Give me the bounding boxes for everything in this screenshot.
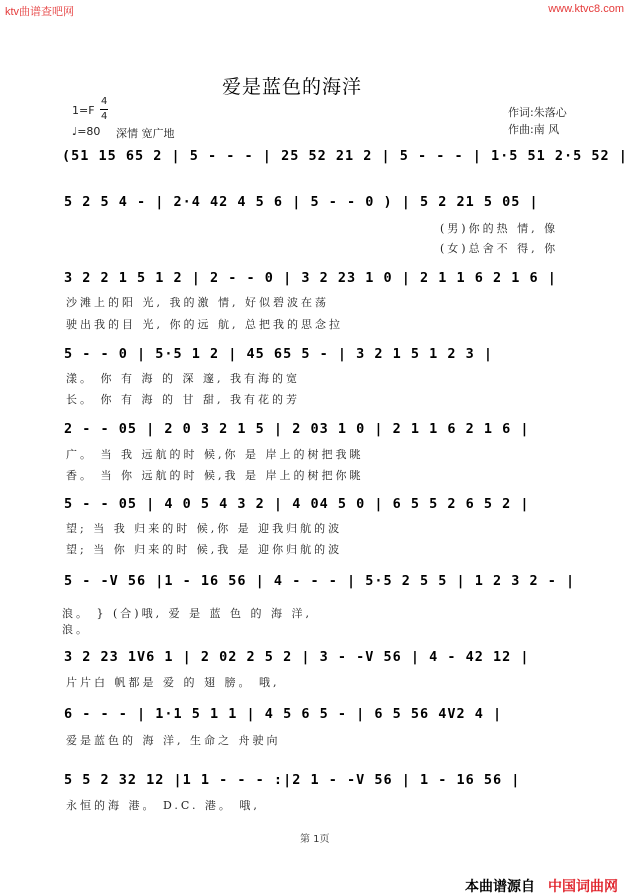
site-name-left[interactable]: ktv曲谱查吧网 <box>5 6 75 18</box>
lyric-line-verse-2: 望; 当 你 归来的时 候,我 是 迎你归航的波 <box>66 543 343 556</box>
notation-line: 5 - - 05 | 4 0 5 4 3 2 | 4 04 5 0 | 6 5 5 2 6 5 2 | <box>64 496 530 512</box>
lyric-line-verse-1: 望; 当 我 归来的时 候,你 是 迎我归航的波 <box>66 522 343 535</box>
notation-line: 5 - -V 56 |1 - 16 56 | 4 - - - | 5·5 2 5 5 | 1 2 3 2 - | <box>64 573 576 589</box>
notation-line: (51 15 65 2 | 5 - - - | 25 52 21 2 | 5 - - - | 1·5 51 2·5 52 | <box>62 148 628 164</box>
lyric-line-female: (女)总舍不 得, 你 <box>440 242 559 255</box>
lyric-line-verse-1: 广。 当 我 远航的时 候,你 是 岸上的树把我眺 <box>66 448 364 461</box>
lyricist: 作词:朱落心 <box>508 106 567 119</box>
page-number: 第 1页 <box>300 834 330 845</box>
lyric-line-verse-1: 浪。 } (合)哦, 爱 是 蓝 色 的 海 洋, <box>62 607 313 620</box>
notation-line: 3 2 2 1 5 1 2 | 2 - - 0 | 3 2 23 1 0 | 2 1 1 6 2 1 6 | <box>64 270 557 286</box>
lyric-line-verse-1: 漾。 你 有 海 的 深 邃, 我有海的宽 <box>66 372 300 385</box>
tempo-mark: ♩=80 <box>72 125 101 138</box>
expression-mark: 深情 宽广地 <box>116 127 175 140</box>
key-signature: 1=F <box>72 104 95 117</box>
time-signature-top: 4 <box>101 96 108 107</box>
lyric-line-verse-1: 沙滩上的阳 光, 我的激 情, 好似碧波在荡 <box>66 296 329 309</box>
notation-line: 5 2 5 4 - | 2·4 42 4 5 6 | 5 - - 0 ) | 5 2 21 5 05 | <box>64 194 539 210</box>
lyric-line: 永恒的海 港。 D.C. 港。 哦, <box>66 799 260 812</box>
notation-line: 2 - - 05 | 2 0 3 2 1 5 | 2 03 1 0 | 2 1 1 6 2 1 6 | <box>64 421 530 437</box>
composer: 作曲:南 风 <box>508 123 560 136</box>
lyric-line-male: (男)你的热 情, 像 <box>440 222 559 235</box>
song-title: 爱是蓝色的海洋 <box>222 76 363 98</box>
notation-line: 5 - - 0 | 5·5 1 2 | 45 65 5 - | 3 2 1 5 1 2 3 | <box>64 346 494 362</box>
time-signature-line <box>100 109 108 110</box>
notation-line: 3 2 23 1V6 1 | 2 02 2 5 2 | 3 - -V 56 | 4 - 42 12 | <box>64 649 530 665</box>
lyric-line-verse-2: 驶出我的目 光, 你的远 航, 总把我的思念拉 <box>66 318 343 331</box>
notation-line: 5 5 2 32 12 |1 1 - - - :|2 1 - -V 56 | 1 - 16 56 | <box>64 772 521 788</box>
site-url-right[interactable]: www.ktvc8.com <box>548 3 624 15</box>
lyric-line-verse-2: 香。 当 你 远航的时 候,我 是 岸上的树把你眺 <box>66 469 364 482</box>
time-signature-bottom: 4 <box>101 111 108 122</box>
source-label: 本曲谱源自 <box>465 879 535 895</box>
lyric-line-verse-2: 浪。 <box>62 623 90 636</box>
lyric-line-verse-2: 长。 你 有 海 的 甘 甜, 我有花的芳 <box>66 393 300 406</box>
lyric-line: 爱是蓝色的 海 洋, 生命之 舟驶向 <box>66 734 281 747</box>
notation-line: 6 - - - | 1·1 5 1 1 | 4 5 6 5 - | 6 5 56 4V2 4 | <box>64 706 503 722</box>
source-site-link[interactable]: 中国词曲网 <box>548 879 618 895</box>
lyric-line: 片片白 帆都是 爱 的 翅 膀。 哦, <box>66 676 280 689</box>
